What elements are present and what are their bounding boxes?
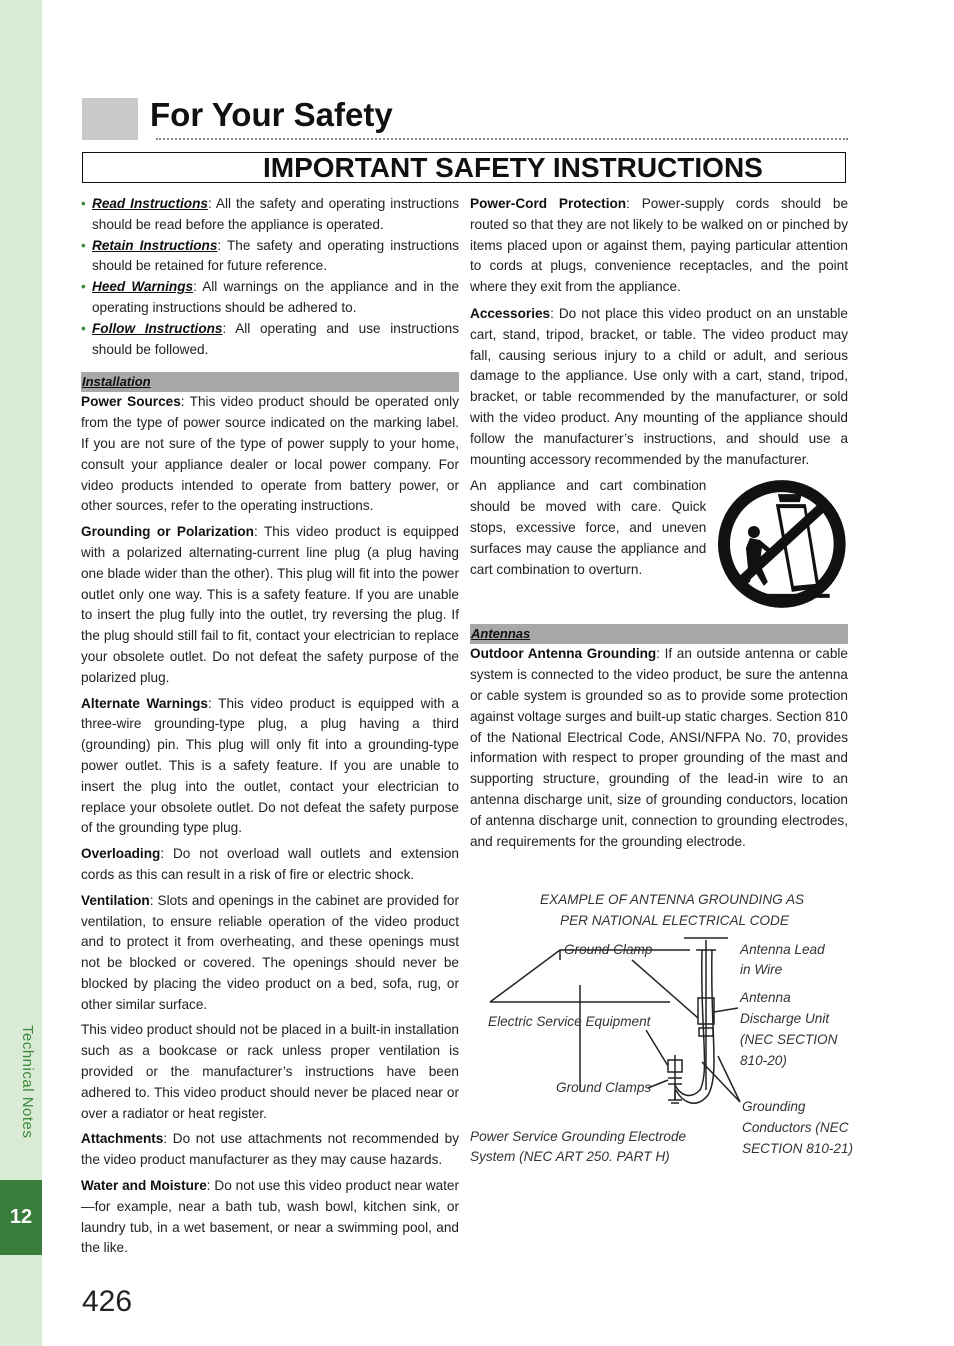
paragraph-text: : Do not use this video product near water—for example, near a bath tub, wash bowl, kitchen sink, or laundry tub, in a wet basement, or near a swimming pool, and the like. (81, 1178, 459, 1256)
title-divider (156, 138, 848, 140)
paragraph (470, 644, 848, 852)
label-ground-clamp: Ground Clamp (564, 942, 653, 957)
instruction-list (81, 194, 459, 360)
chapter-tab[interactable]: 12 (0, 1180, 42, 1255)
paragraph (81, 522, 459, 688)
paragraph-term: Attachments (81, 1131, 164, 1147)
label-ground-clamps: Ground Clamps (556, 1080, 652, 1095)
paragraph (81, 1020, 459, 1124)
list-item (81, 319, 459, 361)
paragraph-term: Power-Cord Protection (470, 196, 627, 211)
chapter-label: Technical Notes (19, 1025, 36, 1139)
paragraph-text: : This video product is equipped with a three-wire grounding-type plug, a plug having a third (grounding) pin. This plug will only fit into a grounding-type power outlet. This is a safety feature. If you are unable to insert the plug into the outlet, contact your electrician to replace your obsolete outlet. Do not defeat the safety purpose of the grounding type plug. (81, 695, 459, 836)
paragraph-text: : Do not use attachments not recommended by the video product manufacturer as they may cause hazards. (81, 1131, 459, 1168)
label-antenna-lead: Antenna Lead (740, 942, 825, 957)
paragraph (470, 304, 848, 470)
label-discharge-unit: Discharge Unit (740, 1011, 830, 1026)
installation-heading: Installation (81, 372, 459, 392)
paragraph-term: Water and Moisture (81, 1178, 207, 1194)
figure-caption: PER NATIONAL ELECTRICAL CODE (560, 913, 789, 928)
list-text: : The safety and operating instructions should be retained for future reference. (92, 237, 459, 274)
list-item (81, 277, 459, 319)
paragraph-term: Ventilation (81, 892, 150, 908)
label-grounding-conductors: SECTION 810-21) (742, 1141, 854, 1156)
list-term: Follow Instructions (92, 320, 223, 336)
page-number: 426 (82, 1285, 133, 1318)
section-banner (82, 152, 846, 183)
figure-caption: EXAMPLE OF ANTENNA GROUNDING AS (540, 892, 805, 907)
list-text: : All the safety and operating instructions should be read before the appliance is operated. (92, 196, 459, 232)
cart-paragraph: An appliance and cart combination should be moved with care. Quick stops, excessive force, and uneven surfaces may cause the appliance and cart combination to overturn. (470, 478, 707, 577)
paragraph-term: Accessories (470, 305, 551, 321)
list-text: : All warnings on the appliance and in the operating instructions should be adhered to. (92, 279, 460, 315)
paragraph-text: : This video product should be operated only from the type of power source indicated on the marking label. If you are not sure of the type of power supply to your home, consult your appliance dealer or local power company. For video products intended to operate from battery power, or other sources, refer to the operating instructions. (81, 394, 459, 514)
list-item (81, 194, 459, 236)
right-column (470, 194, 848, 857)
label-discharge-unit: Antenna (740, 990, 791, 1005)
label-power-service: Power Service Grounding Electrode (470, 1129, 687, 1144)
paragraph-term: Grounding or Polarization (81, 524, 254, 540)
paragraph-term: Outdoor Antenna Grounding (470, 646, 657, 662)
label-discharge-unit: 810-20) (740, 1053, 787, 1068)
list-term: Heed Warnings (92, 279, 194, 295)
label-electric-service: Electric Service Equipment (488, 1014, 651, 1029)
paragraph-text: : Slots and openings in the cabinet are provided for ventilation, to ensure reliable operation of the video product and to protect it from overheating, and these openings must not be blocked or covered. The openings should never be blocked by placing the video product on a bed, sofa, rug, or other similar surface. (81, 892, 459, 1012)
label-grounding-conductors: Grounding (742, 1099, 806, 1114)
list-text: : All operating and use instructions should be followed. (92, 320, 459, 357)
cart-section (470, 476, 848, 610)
paragraph-text: : Power-supply cords should be routed so that they are not likely to be walked on or pinched by items placed upon or against them, paying particular attention to cords at plugs, convenience receptacles, and the point where they exit from the appliance. (470, 196, 848, 295)
antenna-grounding-figure (470, 890, 854, 1170)
paragraph-text: This video product should not be placed in a built-in installation such as a bookcase or rack unless proper ventilation is provided or the manufacturer’s instructions have been adhered to. This video product should never be placed near or over a radiator or heat register. (81, 1022, 459, 1121)
paragraph-term: Alternate Warnings (81, 695, 208, 711)
paragraph-text: : This video product is equipped with a polarized alternating-current line plug (a plug having one blade wider than the other). This plug will fit into the power outlet only one way. This is a safety feature. If you are unable to insert the plug fully into the outlet, try reversing the plug. If the plug should still fail to fit, contact your electrician to replace your obsolete outlet. Do not defeat the safety purpose of the polarized plug. (81, 524, 459, 685)
label-power-service: System (NEC ART 250. PART H) (470, 1149, 670, 1164)
cart-tip-over-warning-icon (716, 478, 848, 610)
paragraph-text: : Do not place this video product on an unstable cart, stand, tripod, bracket, or table. The video product may fall, causing serious injury to a child or adult, and serious damage to the appliance. Use only with a cart, stand, tripod, bracket, or table recommended by the manufacturer, or sold with the video product. Any mounting of the appliance should follow the manufacturer’s instructions, and should use a mounting accessory recommended by the manufacturer. (470, 305, 848, 467)
paragraph (81, 1176, 459, 1259)
label-discharge-unit: (NEC SECTION (740, 1032, 838, 1047)
paragraph-term: Overloading (81, 846, 161, 862)
list-term: Retain Instructions (92, 237, 218, 253)
title-marker (82, 98, 138, 140)
label-grounding-conductors: Conductors (NEC (742, 1120, 849, 1135)
page-title: For Your Safety (150, 96, 393, 133)
paragraph (81, 844, 459, 886)
paragraph (81, 392, 459, 517)
list-term: Read Instructions (92, 196, 208, 211)
paragraph (81, 1129, 459, 1171)
paragraph-text: : If an outside antenna or cable system is connected to the video product, be sure the antenna or cable system is grounded so as to provide some protection against voltage surges and built-up static charges. Section 810 of the National Electrical Code, ANSI/NFPA No. 70, provides information with respect to proper grounding of the mast and supporting structure, grounding of the lead-in wire to an antenna discharge unit, size of grounding conductors, location of antenna discharge unit, connection to grounding electrodes, and requirements for the grounding electrode. (470, 646, 848, 849)
paragraph (470, 194, 848, 298)
banner-text: IMPORTANT SAFETY INSTRUCTIONS (263, 152, 763, 183)
label-antenna-lead: in Wire (740, 962, 783, 977)
paragraph-term: Power Sources (81, 394, 181, 410)
list-item (81, 236, 459, 278)
left-column (81, 194, 459, 1264)
paragraph (81, 694, 459, 840)
paragraph-text: : Do not overload wall outlets and extension cords as this can result in a risk of fire or electric shock. (81, 846, 459, 882)
antennas-heading: Antennas (470, 624, 848, 644)
paragraph (81, 891, 459, 1016)
